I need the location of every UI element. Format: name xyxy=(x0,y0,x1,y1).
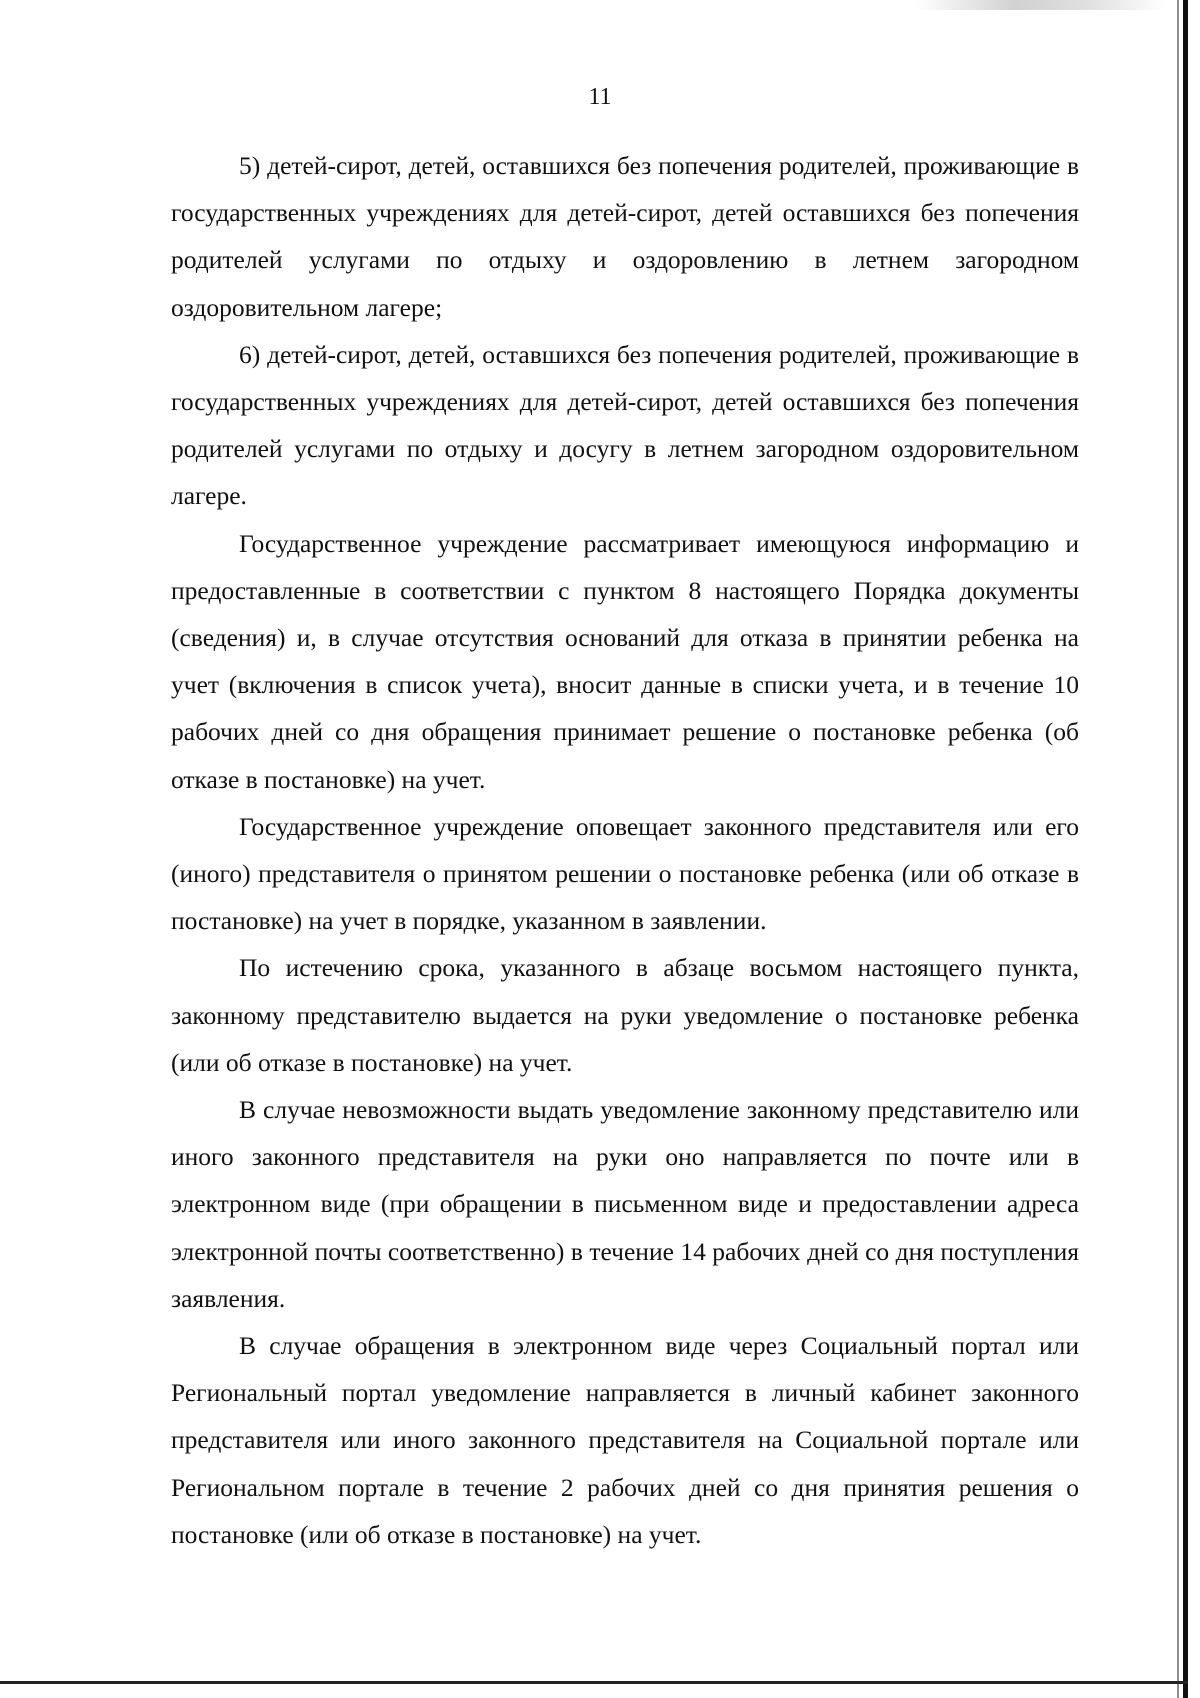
paragraph-mail-delivery: В случае невозможности выдать уведомление законному представителю или иного законного представителя на руки оно направляется по почте или в электронном виде (при обращении в письменном виде и предоставлении адреса электронной почты соответственно) в течение 14 рабочих дней со дня поступления заявления. xyxy=(171,1095,1079,1313)
paragraph-electronic: В случае обращения в электронном виде через Социальный портал или Региональный портал уведомление направляется в личный кабинет законного представителя или иного законного представителя на Социальной портале или Региональном портале в течение 2 рабочих дней со дня принятия решения о постановке (или об отказе в постановке) на учет. xyxy=(171,1331,1079,1549)
paragraph-item-6: 6) детей-сирот, детей, оставшихся без попечения родителей, проживающие в государственных учреждениях для детей-сирот, детей оставшихся без попечения родителей услугами по отдыху и досугу в летнем загородном оздоровительном лагере. xyxy=(171,339,1079,511)
paragraph-review: Государственное учреждение рассматривает имеющуюся информацию и предоставленные в соответствии с пунктом 8 настоящего Порядка документы (сведения) и, в случае отсутствия оснований для отказа в принятии ребенка на учет (включения в список учета), вносит данные в списки учета, и в течение 10 рабочих дней со дня обращения принимает решение о постановке ребенка (об отказе в постановке) на учет. xyxy=(171,528,1079,794)
paragraph-item-5: 5) детей-сирот, детей, оставшихся без попечения родителей, проживающие в государственных учреждениях для детей-сирот, детей оставшихся без попечения родителей услугами по отдыху и оздоровлению в летнем загородном оздоровительном лагере; xyxy=(171,151,1079,322)
scan-edge-right xyxy=(1183,0,1188,1698)
scan-edge-bottom xyxy=(0,1681,1188,1684)
body-text xyxy=(171,142,1079,1558)
paragraph-notification: Государственное учреждение оповещает законного представителя или его (иного) представителя о принятом решении о постановке ребенка (или об отказе в постановке) на учет в порядке, указанном в заявлении. xyxy=(171,811,1079,936)
page-number: 11 xyxy=(588,84,612,110)
scan-edge-right-inner xyxy=(1177,0,1179,1698)
paragraph-handover: По истечению срока, указанного в абзаце восьмом настоящего пункта, законному представителю выдается на руки уведомление о постановке ребенка (или об отказе в постановке) на учет. xyxy=(171,953,1079,1077)
scan-smudge xyxy=(915,0,1165,10)
